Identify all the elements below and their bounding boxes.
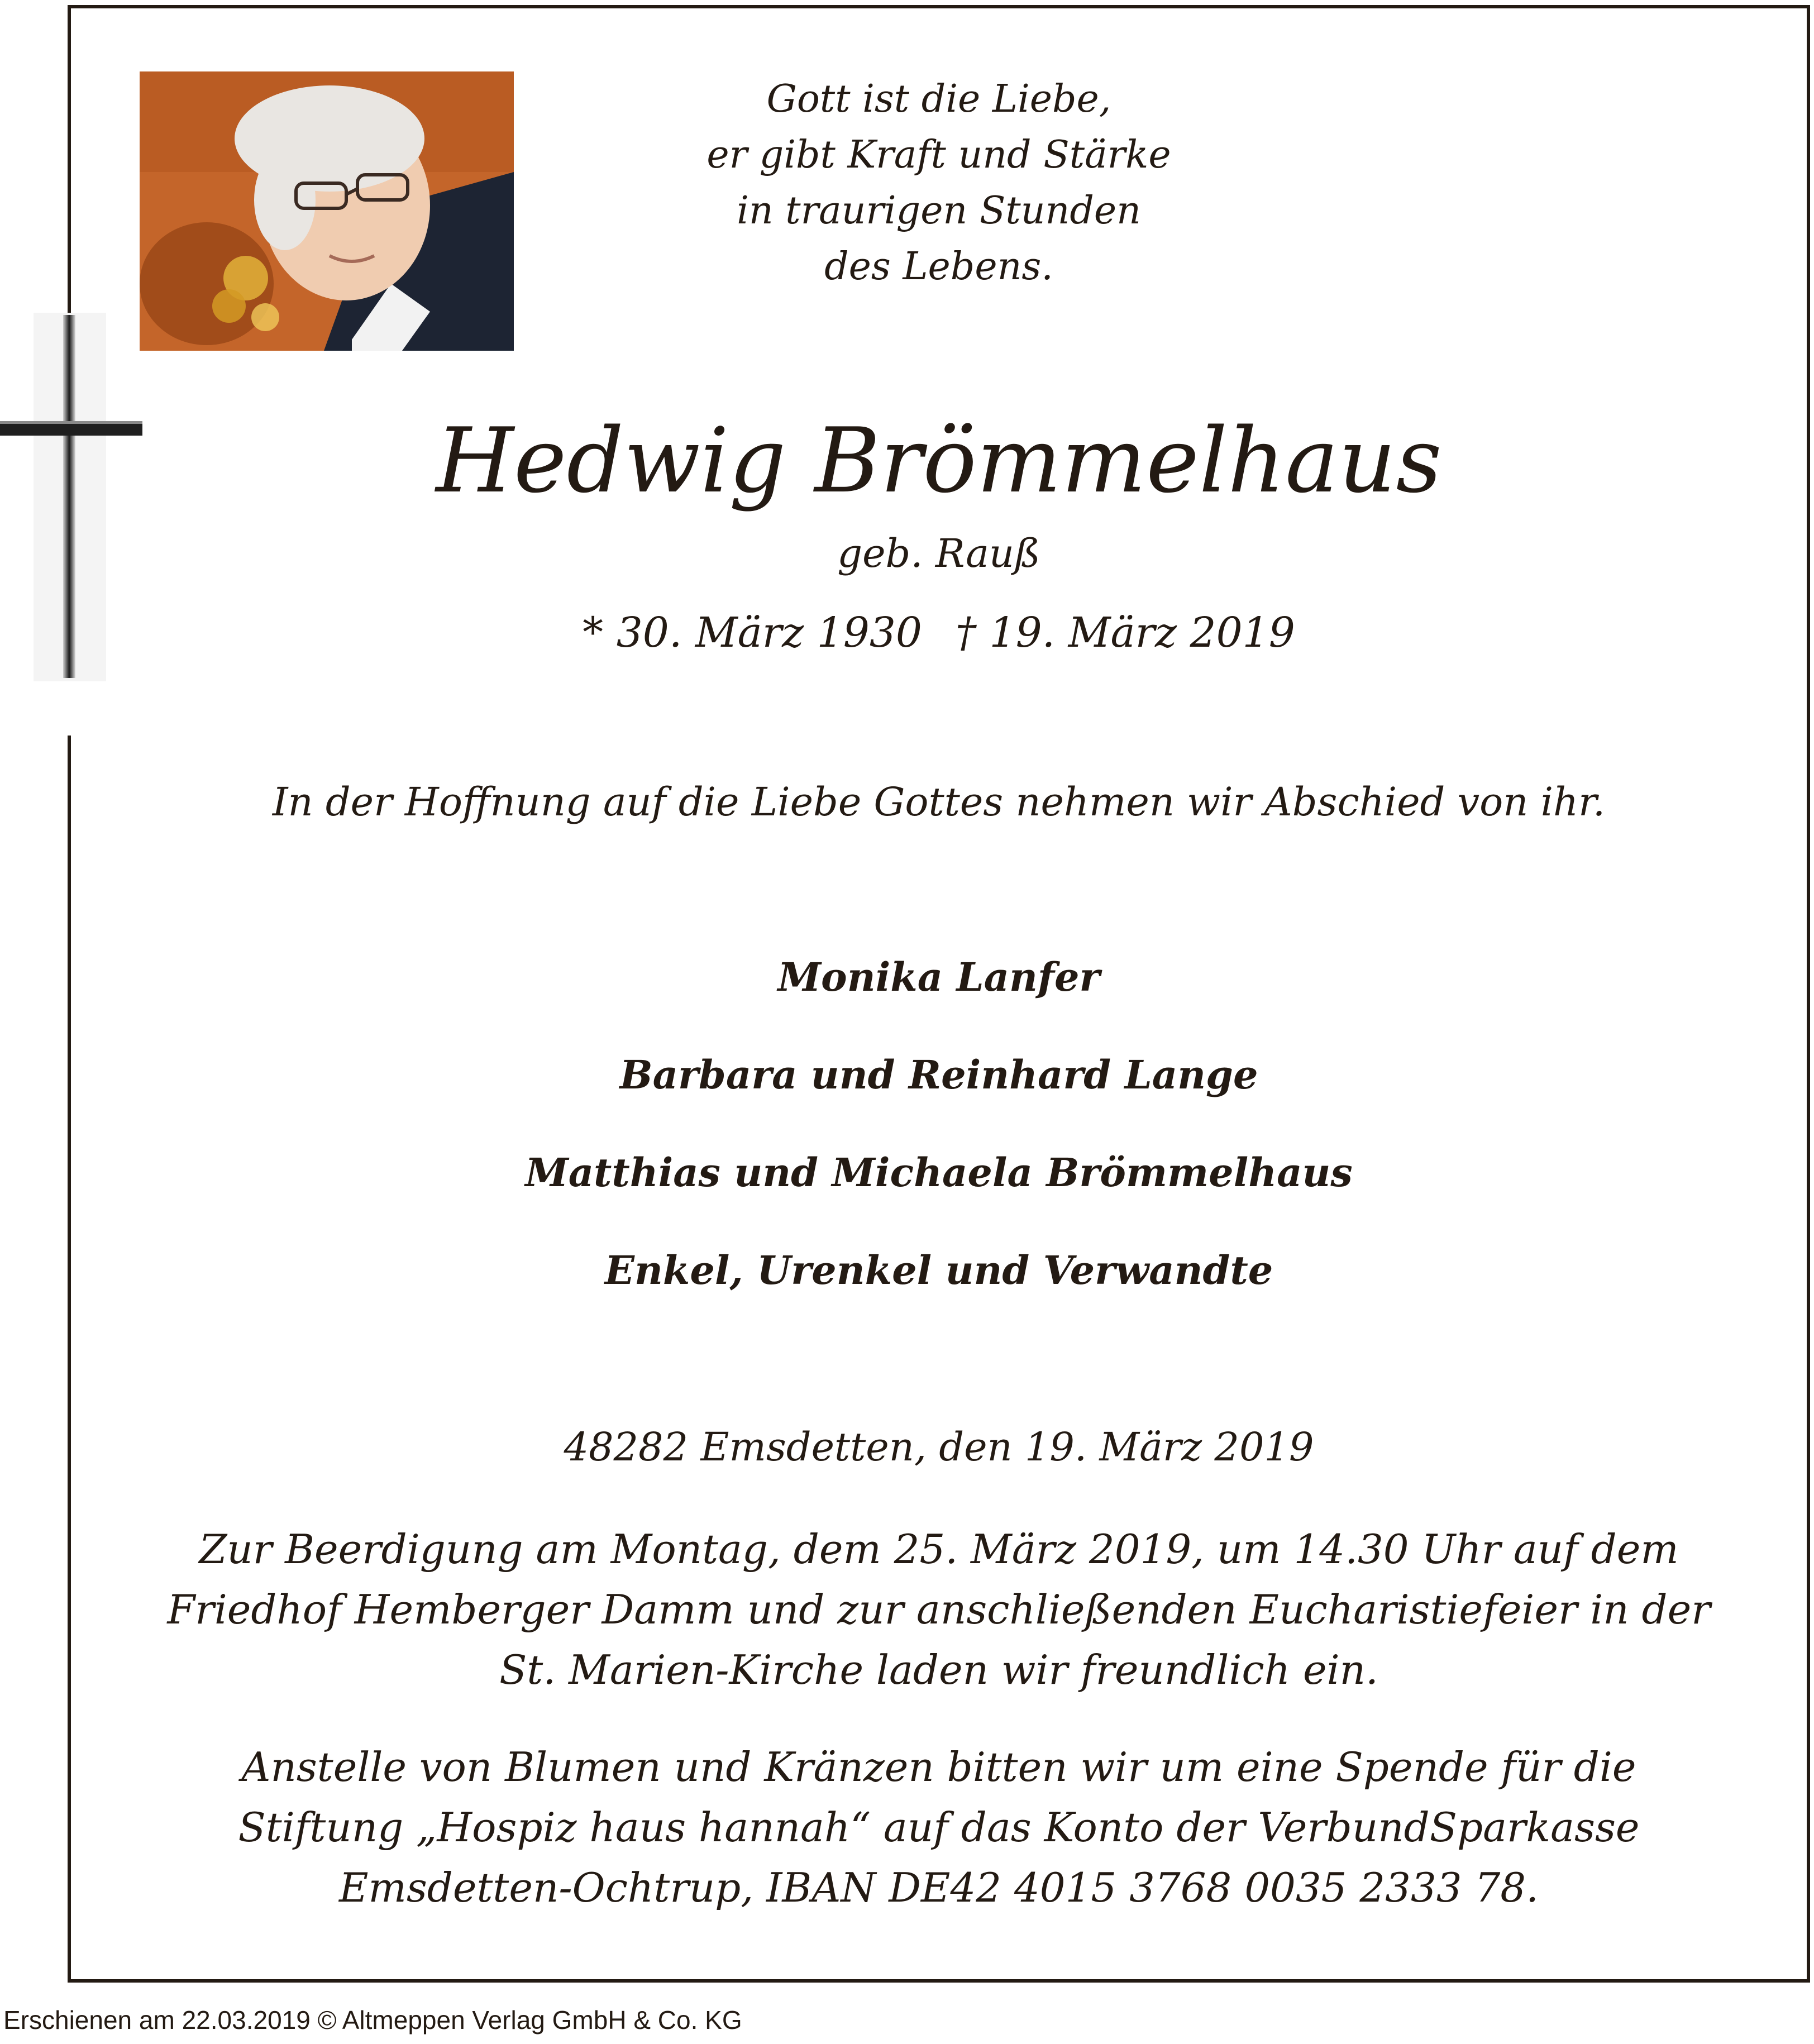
motto-verse bbox=[71, 71, 1807, 295]
funeral-line: Friedhof Hemberger Damm und zur anschließenden Eucharistiefeier in der bbox=[167, 1586, 1711, 1633]
farewell-text: In der Hoffnung auf die Liebe Gottes nehmen wir Abschied von ihr. bbox=[272, 779, 1606, 825]
death-date: † 19. März 2019 bbox=[956, 609, 1295, 657]
funeral-line: Zur Beerdigung am Montag, dem 25. März 2019, um 14.30 Uhr auf dem bbox=[199, 1526, 1679, 1573]
motto-line: Gott ist die Liebe, bbox=[766, 77, 1111, 121]
mourner-entry: Monika Lanfer bbox=[777, 954, 1100, 1000]
funeral-info bbox=[71, 1519, 1807, 1700]
motto-line: des Lebens. bbox=[824, 245, 1053, 289]
donation-line: Stiftung „Hospiz haus hannah“ auf das Konto der VerbundSparkasse bbox=[238, 1804, 1640, 1851]
deceased-name: Hedwig Brömmelhaus bbox=[436, 408, 1442, 513]
mourner-entry: Enkel, Urenkel und Verwandte bbox=[604, 1247, 1273, 1293]
mourners-list bbox=[71, 949, 1807, 1340]
life-dates bbox=[71, 609, 1807, 657]
mourner-entry: Matthias und Michaela Brömmelhaus bbox=[525, 1149, 1353, 1196]
birth-name: geb. Rauß bbox=[837, 531, 1040, 576]
motto-line: in traurigen Stunden bbox=[737, 189, 1141, 233]
birth-date: * 30. März 1930 bbox=[583, 609, 922, 657]
mourner-entry: Barbara und Reinhard Lange bbox=[619, 1052, 1258, 1098]
donation-line: Emsdetten-Ochtrup, IBAN DE42 4015 3768 0035 2333 78. bbox=[339, 1864, 1539, 1911]
donation-line: Anstelle von Blumen und Kränzen bitten wir um eine Spende für die bbox=[241, 1744, 1636, 1790]
publication-footer: Erschienen am 22.03.2019 © Altmeppen Verlag GmbH & Co. KG bbox=[3, 2005, 742, 2035]
motto-line: er gibt Kraft und Stärke bbox=[706, 133, 1171, 177]
donation-info bbox=[71, 1737, 1807, 1918]
funeral-line: St. Marien-Kirche laden wir freundlich ein. bbox=[499, 1646, 1378, 1693]
place-date: 48282 Emsdetten, den 19. März 2019 bbox=[564, 1424, 1314, 1470]
